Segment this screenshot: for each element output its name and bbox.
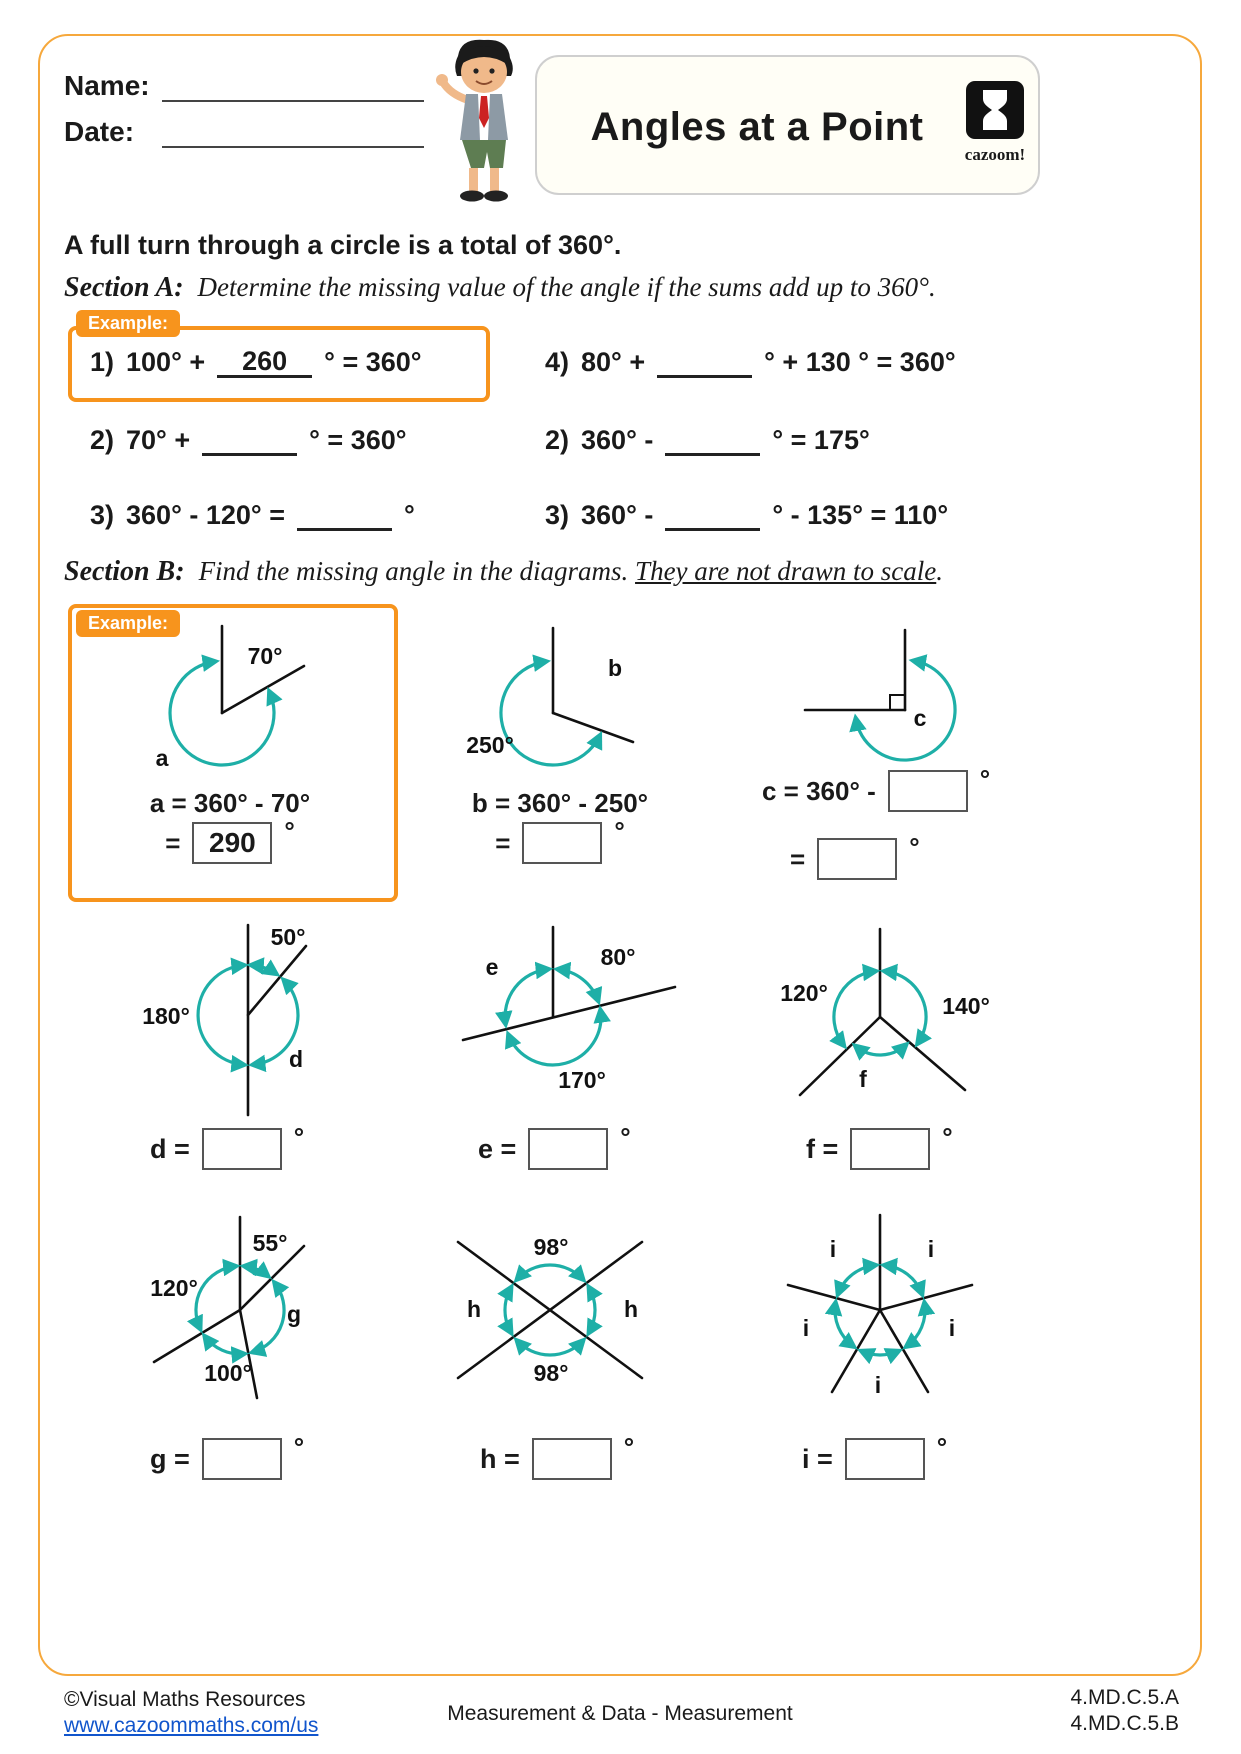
- name-label: Name:: [64, 70, 150, 101]
- answer-blank-q4[interactable]: [657, 344, 752, 378]
- angle-label: f: [859, 1066, 867, 1092]
- example-tab-b: Example:: [76, 610, 180, 637]
- angle-label: 98°: [533, 1360, 569, 1386]
- angle-label: i: [927, 1236, 935, 1262]
- angle-label: b: [607, 655, 623, 681]
- answer-blank-q3[interactable]: [297, 497, 392, 531]
- question-text: ° = 360°: [309, 425, 407, 455]
- answer-label-d: d =: [150, 1133, 190, 1164]
- working-text-c: c = 360° -: [762, 775, 876, 806]
- title-box: [535, 55, 1040, 195]
- degree-sign: °: [936, 1432, 948, 1462]
- rays: [463, 927, 675, 1040]
- answer-row-e: [478, 1122, 631, 1170]
- angle-label: 180°: [142, 1003, 190, 1029]
- page-title: Angles at a Point: [590, 105, 924, 149]
- question-text: 70° +: [126, 425, 191, 455]
- question-text: 100° +: [126, 347, 206, 377]
- angle-label: 98°: [533, 1234, 569, 1260]
- question-number: 3): [90, 500, 115, 530]
- angle-label: 170°: [558, 1067, 606, 1093]
- diagram-i: [760, 1205, 1020, 1420]
- degree-sign: °: [614, 816, 625, 846]
- angle-arcs: [501, 662, 600, 766]
- angle-label: 120°: [150, 1275, 198, 1301]
- rays: [458, 1242, 642, 1378]
- diagram-g: [120, 1205, 370, 1420]
- question-number: 2): [90, 425, 115, 455]
- working-row-c: [762, 764, 991, 812]
- answer-value-q1: 260: [242, 346, 288, 376]
- question-text: ° + 130 ° = 360°: [764, 347, 956, 377]
- angle-label: 100°: [204, 1360, 252, 1386]
- answer-box-g[interactable]: [202, 1438, 282, 1480]
- answer-row-b: [440, 816, 680, 864]
- angle-label: h: [466, 1296, 482, 1322]
- angle-label: 55°: [252, 1230, 288, 1256]
- question-number: 4): [545, 347, 570, 377]
- equals-sign: =: [165, 827, 181, 858]
- angle-label: e: [485, 954, 499, 980]
- answer-box-d[interactable]: [202, 1128, 282, 1170]
- name-input-line[interactable]: [162, 100, 424, 102]
- answer-box-h[interactable]: [532, 1438, 612, 1480]
- working-line-b: b = 360° - 250°: [471, 788, 649, 818]
- question-text: 80° +: [581, 347, 646, 377]
- section-b-label: Section B:: [64, 556, 185, 587]
- question-number: 3): [545, 500, 570, 530]
- answer-box-c2[interactable]: [817, 838, 897, 880]
- intro-text: A full turn through a circle is a total of 360°.: [64, 230, 622, 260]
- diagram-f: [770, 915, 1020, 1123]
- cazoom-logo-text: cazoom!: [964, 145, 1026, 164]
- angle-label: d: [288, 1046, 304, 1072]
- answer-box-i[interactable]: [845, 1438, 925, 1480]
- rays: [800, 929, 965, 1095]
- answer-label-f: f =: [806, 1133, 839, 1164]
- rays: [788, 1215, 972, 1392]
- angle-label: 120°: [780, 980, 828, 1006]
- angle-label: i: [829, 1236, 837, 1262]
- footer-website-link[interactable]: www.cazoommaths.com/us: [64, 1714, 319, 1737]
- answer-row-f: [806, 1122, 953, 1170]
- boy-cartoon-image: [428, 36, 540, 206]
- angle-label: c: [913, 705, 927, 731]
- angle-label: 80°: [600, 944, 636, 970]
- question-text: ° = 175°: [772, 425, 870, 455]
- degree-sign: °: [293, 1122, 305, 1152]
- question-4: [545, 344, 956, 378]
- question-text: ° = 360°: [324, 347, 422, 377]
- angle-label: 250°: [466, 732, 514, 758]
- degree-sign: °: [909, 832, 920, 862]
- answer-blank-q6[interactable]: [665, 497, 760, 531]
- section-b-instruction-underlined: They are not drawn to scale: [635, 556, 937, 586]
- answer-blank-q2[interactable]: [202, 422, 297, 456]
- rays: [553, 628, 633, 742]
- degree-sign: °: [284, 816, 295, 846]
- question-2-right: [545, 422, 870, 456]
- footer-standard-1: 4.MD.C.5.A: [1070, 1686, 1179, 1709]
- angle-label: i: [802, 1315, 810, 1341]
- question-text: °: [403, 500, 415, 530]
- footer-standard-2: 4.MD.C.5.B: [1070, 1712, 1179, 1735]
- angle-label: a: [155, 745, 169, 771]
- answer-row-c: [790, 832, 920, 880]
- answer-blank-q1[interactable]: [217, 344, 312, 378]
- question-3-right: [545, 497, 948, 531]
- angle-label: h: [623, 1296, 639, 1322]
- answer-row-h: [480, 1432, 635, 1480]
- answer-box-c1[interactable]: [888, 770, 968, 812]
- equals-sign: =: [790, 843, 806, 874]
- question-number: 1): [90, 347, 115, 377]
- answer-label-h: h =: [480, 1443, 520, 1474]
- diagram-h: [430, 1205, 680, 1420]
- angle-label: i: [948, 1315, 956, 1341]
- section-b-instruction: [199, 556, 943, 586]
- answer-box-b[interactable]: [522, 822, 602, 864]
- degree-sign: °: [979, 764, 991, 794]
- question-text: 360° -: [581, 500, 654, 530]
- answer-blank-q5[interactable]: [665, 422, 760, 456]
- section-b-instruction-period: .: [936, 556, 944, 586]
- answer-row-g: [150, 1432, 305, 1480]
- section-a-instruction: Determine the missing value of the angle if the sums add up to 360°.: [197, 272, 936, 302]
- answer-box-f[interactable]: [850, 1128, 930, 1170]
- question-text: 360° -: [581, 425, 654, 455]
- right-angle-marker: [890, 695, 905, 710]
- diagram-d: [130, 915, 370, 1123]
- section-a-label: Section A:: [64, 272, 184, 303]
- angle-label: g: [286, 1301, 302, 1327]
- diagram-c: [790, 618, 1030, 790]
- rays: [222, 626, 304, 713]
- answer-label-i: i =: [802, 1443, 833, 1474]
- diagram-e: [440, 915, 690, 1123]
- answer-row-a: [80, 816, 380, 864]
- question-text: ° - 135° = 110°: [772, 500, 949, 530]
- degree-sign: °: [620, 1122, 631, 1152]
- section-b-heading: [64, 556, 943, 588]
- diagram-b: [440, 618, 670, 790]
- angle-label: 70°: [247, 643, 283, 669]
- cazoom-logo: [962, 81, 1028, 165]
- angle-label: 50°: [270, 924, 306, 950]
- cazoom-logo-icon: [966, 81, 1024, 139]
- answer-label-g: g =: [150, 1443, 190, 1474]
- date-input-line[interactable]: [162, 146, 424, 148]
- answer-box-a[interactable]: 290: [192, 822, 272, 864]
- answer-label-e: e =: [478, 1133, 517, 1164]
- answer-row-i: [802, 1432, 948, 1480]
- degree-sign: °: [942, 1122, 953, 1152]
- working-line-a: a = 360° - 70°: [149, 788, 311, 818]
- section-a-heading: [64, 272, 936, 304]
- question-2: [90, 422, 407, 456]
- question-text: 360° - 120° =: [126, 500, 285, 530]
- section-b-instruction-main: Find the missing angle in the diagrams.: [198, 556, 629, 586]
- question-1: [90, 344, 422, 378]
- answer-box-e[interactable]: [528, 1128, 608, 1170]
- footer-center-text: Measurement & Data - Measurement: [447, 1702, 793, 1725]
- question-number: 2): [545, 425, 570, 455]
- angle-label: 140°: [942, 993, 990, 1019]
- date-label: Date:: [64, 116, 135, 147]
- equals-sign: =: [495, 827, 511, 858]
- diagram-a: [72, 618, 382, 790]
- angle-label: i: [874, 1372, 882, 1398]
- question-3: [90, 497, 415, 531]
- degree-sign: °: [623, 1432, 635, 1462]
- footer-copyright: ©Visual Maths Resources: [64, 1688, 306, 1711]
- answer-row-d: [150, 1122, 305, 1170]
- degree-sign: °: [293, 1432, 305, 1462]
- example-tab-a: Example:: [76, 310, 180, 337]
